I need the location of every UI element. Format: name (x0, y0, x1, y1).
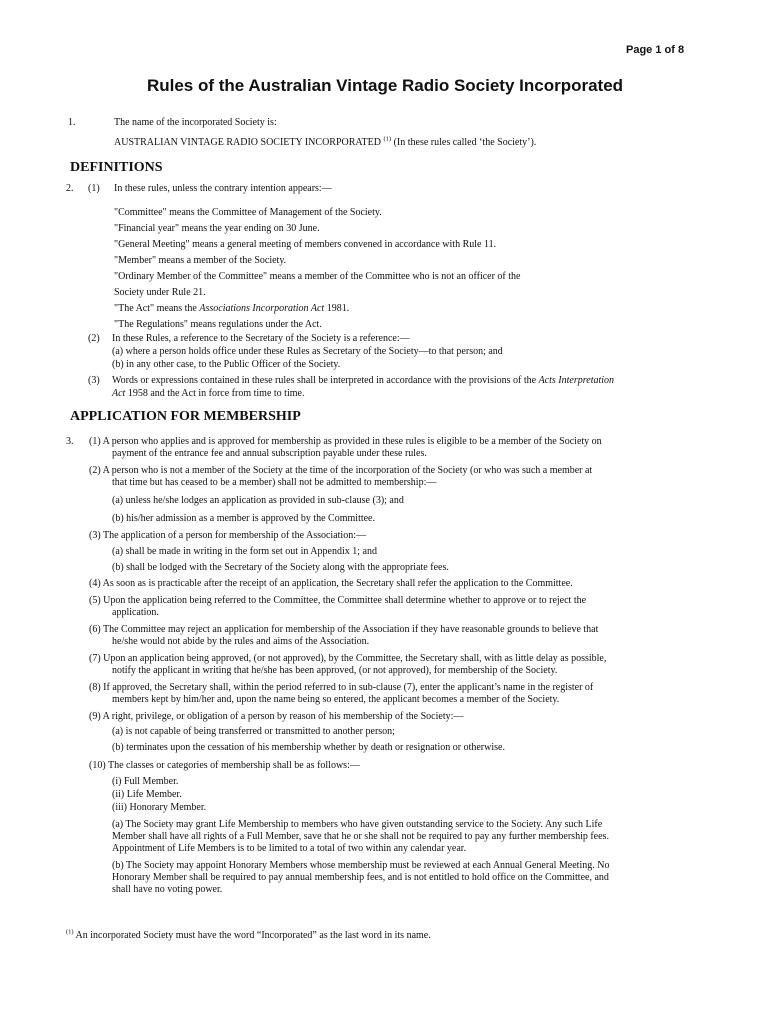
application-heading: APPLICATION FOR MEMBERSHIP (70, 409, 301, 424)
definition-the-act (114, 303, 349, 315)
rule-2-3-number: (3) (88, 375, 100, 386)
act-title: Associations Incorporation Act (199, 303, 325, 314)
rule-3-line: members kept by him/her and, upon the name being so entered, the applicant becomes a member of the Society. (112, 694, 560, 705)
rule-2-2-b: (b) in any other case, to the Public Officer of the Society. (112, 359, 341, 370)
footnote-marker: (1) (383, 135, 392, 143)
acts-interpretation-title: Acts Interpretation (538, 375, 615, 386)
definition-ordinary-member: "Ordinary Member of the Committee" means a member of the Committee who is not an officer of the (114, 271, 521, 282)
rule-2-1-number: (1) (88, 183, 100, 194)
definitions-heading: DEFINITIONS (70, 160, 163, 175)
rule-3-line: Appointment of Life Members is to be limited to a total of two within any calendar year. (112, 843, 467, 854)
rule-1-name-line (114, 137, 536, 149)
rule-3-number: 3. (66, 436, 74, 447)
rule-3-line: (3) The application of a person for membership of the Association:— (89, 530, 366, 541)
rule-3-line: (10) The classes or categories of membership shall be as follows:— (89, 760, 360, 771)
rule-3-line: (7) Upon an application being approved, (or not approved), by the Committee, the Secretary shall, with as little delay as possible, (89, 653, 607, 664)
rule-3-line: (b) shall be lodged with the Secretary of the Society along with the appropriate fees. (112, 562, 449, 573)
definition-financial-year: "Financial year" means the year ending on 30 June. (114, 223, 320, 234)
rule-3-line: (a) is not capable of being transferred or transmitted to another person; (112, 726, 395, 737)
definition-general-meeting: "General Meeting" means a general meeting of members convened in accordance with Rule 11. (114, 239, 497, 250)
rule-2-2-a: (a) where a person holds office under these Rules as Secretary of the Society—to that person; and (112, 346, 503, 357)
rule-1-after: (In these rules called ‘the Society’). (393, 137, 537, 148)
rule-3-line: (b) his/her admission as a member is approved by the Committee. (112, 513, 375, 524)
acts-interpretation-title-cont: Act (112, 388, 126, 399)
rule-3-line: (5) Upon the application being referred to the Committee, the Committee shall determine whether to approve or to reject the (89, 595, 587, 606)
rule-3-line: payment of the entrance fee and annual subscription payable under these rules. (112, 448, 427, 459)
rule-3-line: Honorary Member shall be required to pay annual membership fees, and is not entitled to hold office on the Committee, and (112, 872, 609, 883)
rule-3-line: (a) unless he/she lodges an application as provided in sub-clause (3); and (112, 495, 404, 506)
rule-2-1-text: In these rules, unless the contrary intention appears:— (114, 183, 332, 194)
rule-3-line: (4) As soon as is practicable after the receipt of an application, the Secretary shall refer the application to the Committee. (89, 578, 573, 589)
footnote-number: (1) (66, 928, 74, 936)
rule-3-line: he/she would not abide by the rules and aims of the Association. (112, 636, 370, 647)
rule-3-line: notify the applicant in writing that he/she has been approved, (or not approved), for membership of the Society. (112, 665, 558, 676)
rule-2-3-line1 (112, 375, 614, 387)
rule-3-line: (a) shall be made in writing in the form set out in Appendix 1; and (112, 546, 377, 557)
rule-2-3-line2 (112, 388, 304, 400)
definition-the-act-pre: "The Act" means the (114, 303, 200, 314)
page-number: Page 1 of 8 (626, 44, 685, 56)
footnote-text: An incorporated Society must have the word “Incorporated” as the last word in its name. (75, 930, 431, 941)
rule-3-line: application. (112, 607, 159, 618)
rule-2-3-pre: Words or expressions contained in these rules shall be interpreted in accordance with the provisions of the (112, 375, 539, 386)
rule-3-line: (a) The Society may grant Life Membership to members who have given outstanding service to the Society. Any such Life (112, 819, 603, 830)
rule-3-line: (2) A person who is not a member of the Society at the time of the incorporation of the Society (or who was such a member at (89, 465, 593, 476)
definition-the-act-post: 1981. (324, 303, 350, 314)
rule-3-line: (b) terminates upon the cessation of his membership whether by death or resignation or otherwise. (112, 742, 505, 753)
definition-committee: "Committee" means the Committee of Management of the Society. (114, 207, 382, 218)
rule-3-line: (6) The Committee may reject an application for membership of the Association if they have reasonable grounds to believe that (89, 624, 599, 635)
rule-2-2-text: In these Rules, a reference to the Secretary of the Society is a reference:— (112, 333, 410, 344)
rule-1-number: 1. (68, 117, 76, 128)
rule-3-line: (ii) Life Member. (112, 789, 182, 800)
rule-2-3-post: 1958 and the Act in force from time to time. (125, 388, 305, 399)
rule-1-line1: The name of the incorporated Society is: (114, 117, 277, 128)
rule-3-line: (iii) Honorary Member. (112, 802, 207, 813)
rule-3-line: (9) A right, privilege, or obligation of a person by reason of his membership of the Society:— (89, 711, 464, 722)
rule-3-line: Member shall have all rights of a Full Member, save that he or she shall not be required to pay any further membership fees. (112, 831, 609, 842)
footnote (66, 930, 431, 942)
society-name: AUSTRALIAN VINTAGE RADIO SOCIETY INCORPORATED (114, 137, 381, 148)
rule-3-line: (i) Full Member. (112, 776, 179, 787)
definition-member: "Member" means a member of the Society. (114, 255, 287, 266)
rule-3-line: (1) A person who applies and is approved for membership as provided in these rules is eligible to be a member of the Society on (89, 436, 602, 447)
rule-3-line: shall have no voting power. (112, 884, 223, 895)
rule-2-number: 2. (66, 183, 74, 194)
rule-2-2-number: (2) (88, 333, 100, 344)
rule-3-line: (8) If approved, the Secretary shall, within the period referred to in sub-clause (7), enter the applicant’s name in the register of (89, 682, 594, 693)
rule-3-line: (b) The Society may appoint Honorary Members whose membership must be reviewed at each Annual General Meeting. No (112, 860, 610, 871)
rule-3-line: that time but has ceased to be a member) shall not be admitted to membership:— (112, 477, 437, 488)
definition-ordinary-member-cont: Society under Rule 21. (114, 287, 206, 298)
definition-regulations: "The Regulations" means regulations under the Act. (114, 319, 322, 330)
page-title: Rules of the Australian Vintage Radio Society Incorporated (146, 76, 624, 95)
